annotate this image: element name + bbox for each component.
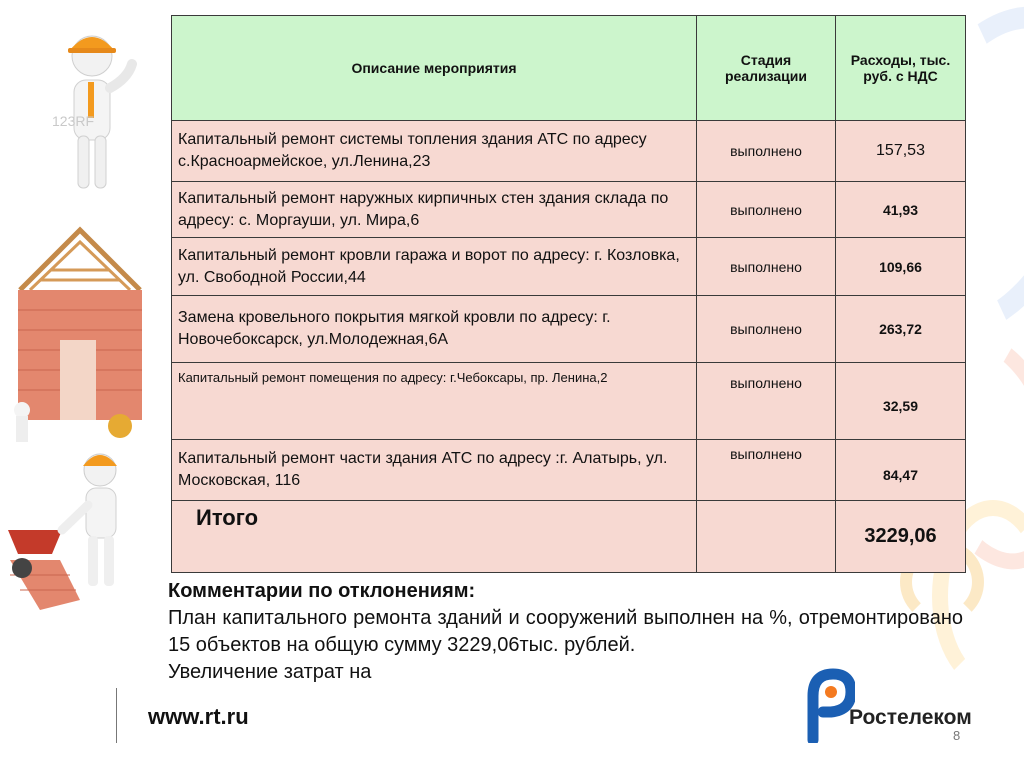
row-stage: выполнено <box>697 440 836 501</box>
row-description: Капитальный ремонт кровли гаража и ворот по адресу: г. Козловка, ул. Свободной России,44 <box>172 238 697 296</box>
row-cost: 41,93 <box>836 182 966 238</box>
row-stage: выполнено <box>697 296 836 363</box>
page-number: 8 <box>953 728 961 743</box>
row-description: Капитальный ремонт наружных кирпичных стен здания склада по адресу: с. Моргауши, ул. Мира,6 <box>172 182 697 238</box>
footer-divider <box>116 688 117 743</box>
table-row <box>172 440 966 501</box>
comments-text-continued: Увеличение затрат на <box>168 661 372 683</box>
website-link[interactable]: www.rt.ru <box>148 704 249 729</box>
repairs-cost-table <box>171 15 966 573</box>
comments-text: План капитального ремонта зданий и сооружений выполнен на %, отремонтировано 15 объектов на общую сумму 3229,06тыс. рублей. <box>168 607 963 656</box>
worker-figure-illustration <box>40 18 140 198</box>
row-cost: 157,53 <box>836 121 966 182</box>
worker-wheelbarrow-illustration <box>0 450 150 620</box>
total-stage-empty <box>697 501 836 573</box>
row-cost: 32,59 <box>836 363 966 440</box>
row-description: Замена кровельного покрытия мягкой кровли по адресу: г. Новочебоксарск, ул.Молодежная,6А <box>172 296 697 363</box>
table-header-row <box>172 16 966 121</box>
table-row <box>172 121 966 182</box>
brand-name: Ростелеком <box>849 706 972 729</box>
row-stage: выполнено <box>697 121 836 182</box>
table-row <box>172 238 966 296</box>
row-stage: выполнено <box>697 363 836 440</box>
table-row <box>172 182 966 238</box>
row-stage: выполнено <box>697 182 836 238</box>
row-cost: 84,47 <box>836 440 966 501</box>
table-total-row <box>172 501 966 573</box>
header-cost: Расходы, тыс. руб. с НДС <box>836 16 966 121</box>
row-stage: выполнено <box>697 238 836 296</box>
table-row <box>172 296 966 363</box>
row-cost: 109,66 <box>836 238 966 296</box>
row-description: Капитальный ремонт помещения по адресу: г.Чебоксары, пр. Ленина,2 <box>172 363 697 440</box>
comments-heading: Комментарии по отклонениям: <box>168 580 476 602</box>
header-description: Описание мероприятия <box>172 16 697 121</box>
total-label: Итого <box>172 501 697 573</box>
row-cost: 263,72 <box>836 296 966 363</box>
header-stage: Стадия реализации <box>697 16 836 121</box>
house-construction-illustration <box>0 220 160 450</box>
svg-text:123RF: 123RF <box>52 113 95 129</box>
row-description: Капитальный ремонт системы топления здания АТС по адресу с.Красноармейское, ул.Ленина,23 <box>172 121 697 182</box>
row-description: Капитальный ремонт части здания АТС по адресу :г. Алатырь, ул. Московская, 116 <box>172 440 697 501</box>
rostelecom-logo-icon <box>795 668 855 743</box>
total-value: 3229,06 <box>836 501 966 573</box>
table-row <box>172 363 966 440</box>
